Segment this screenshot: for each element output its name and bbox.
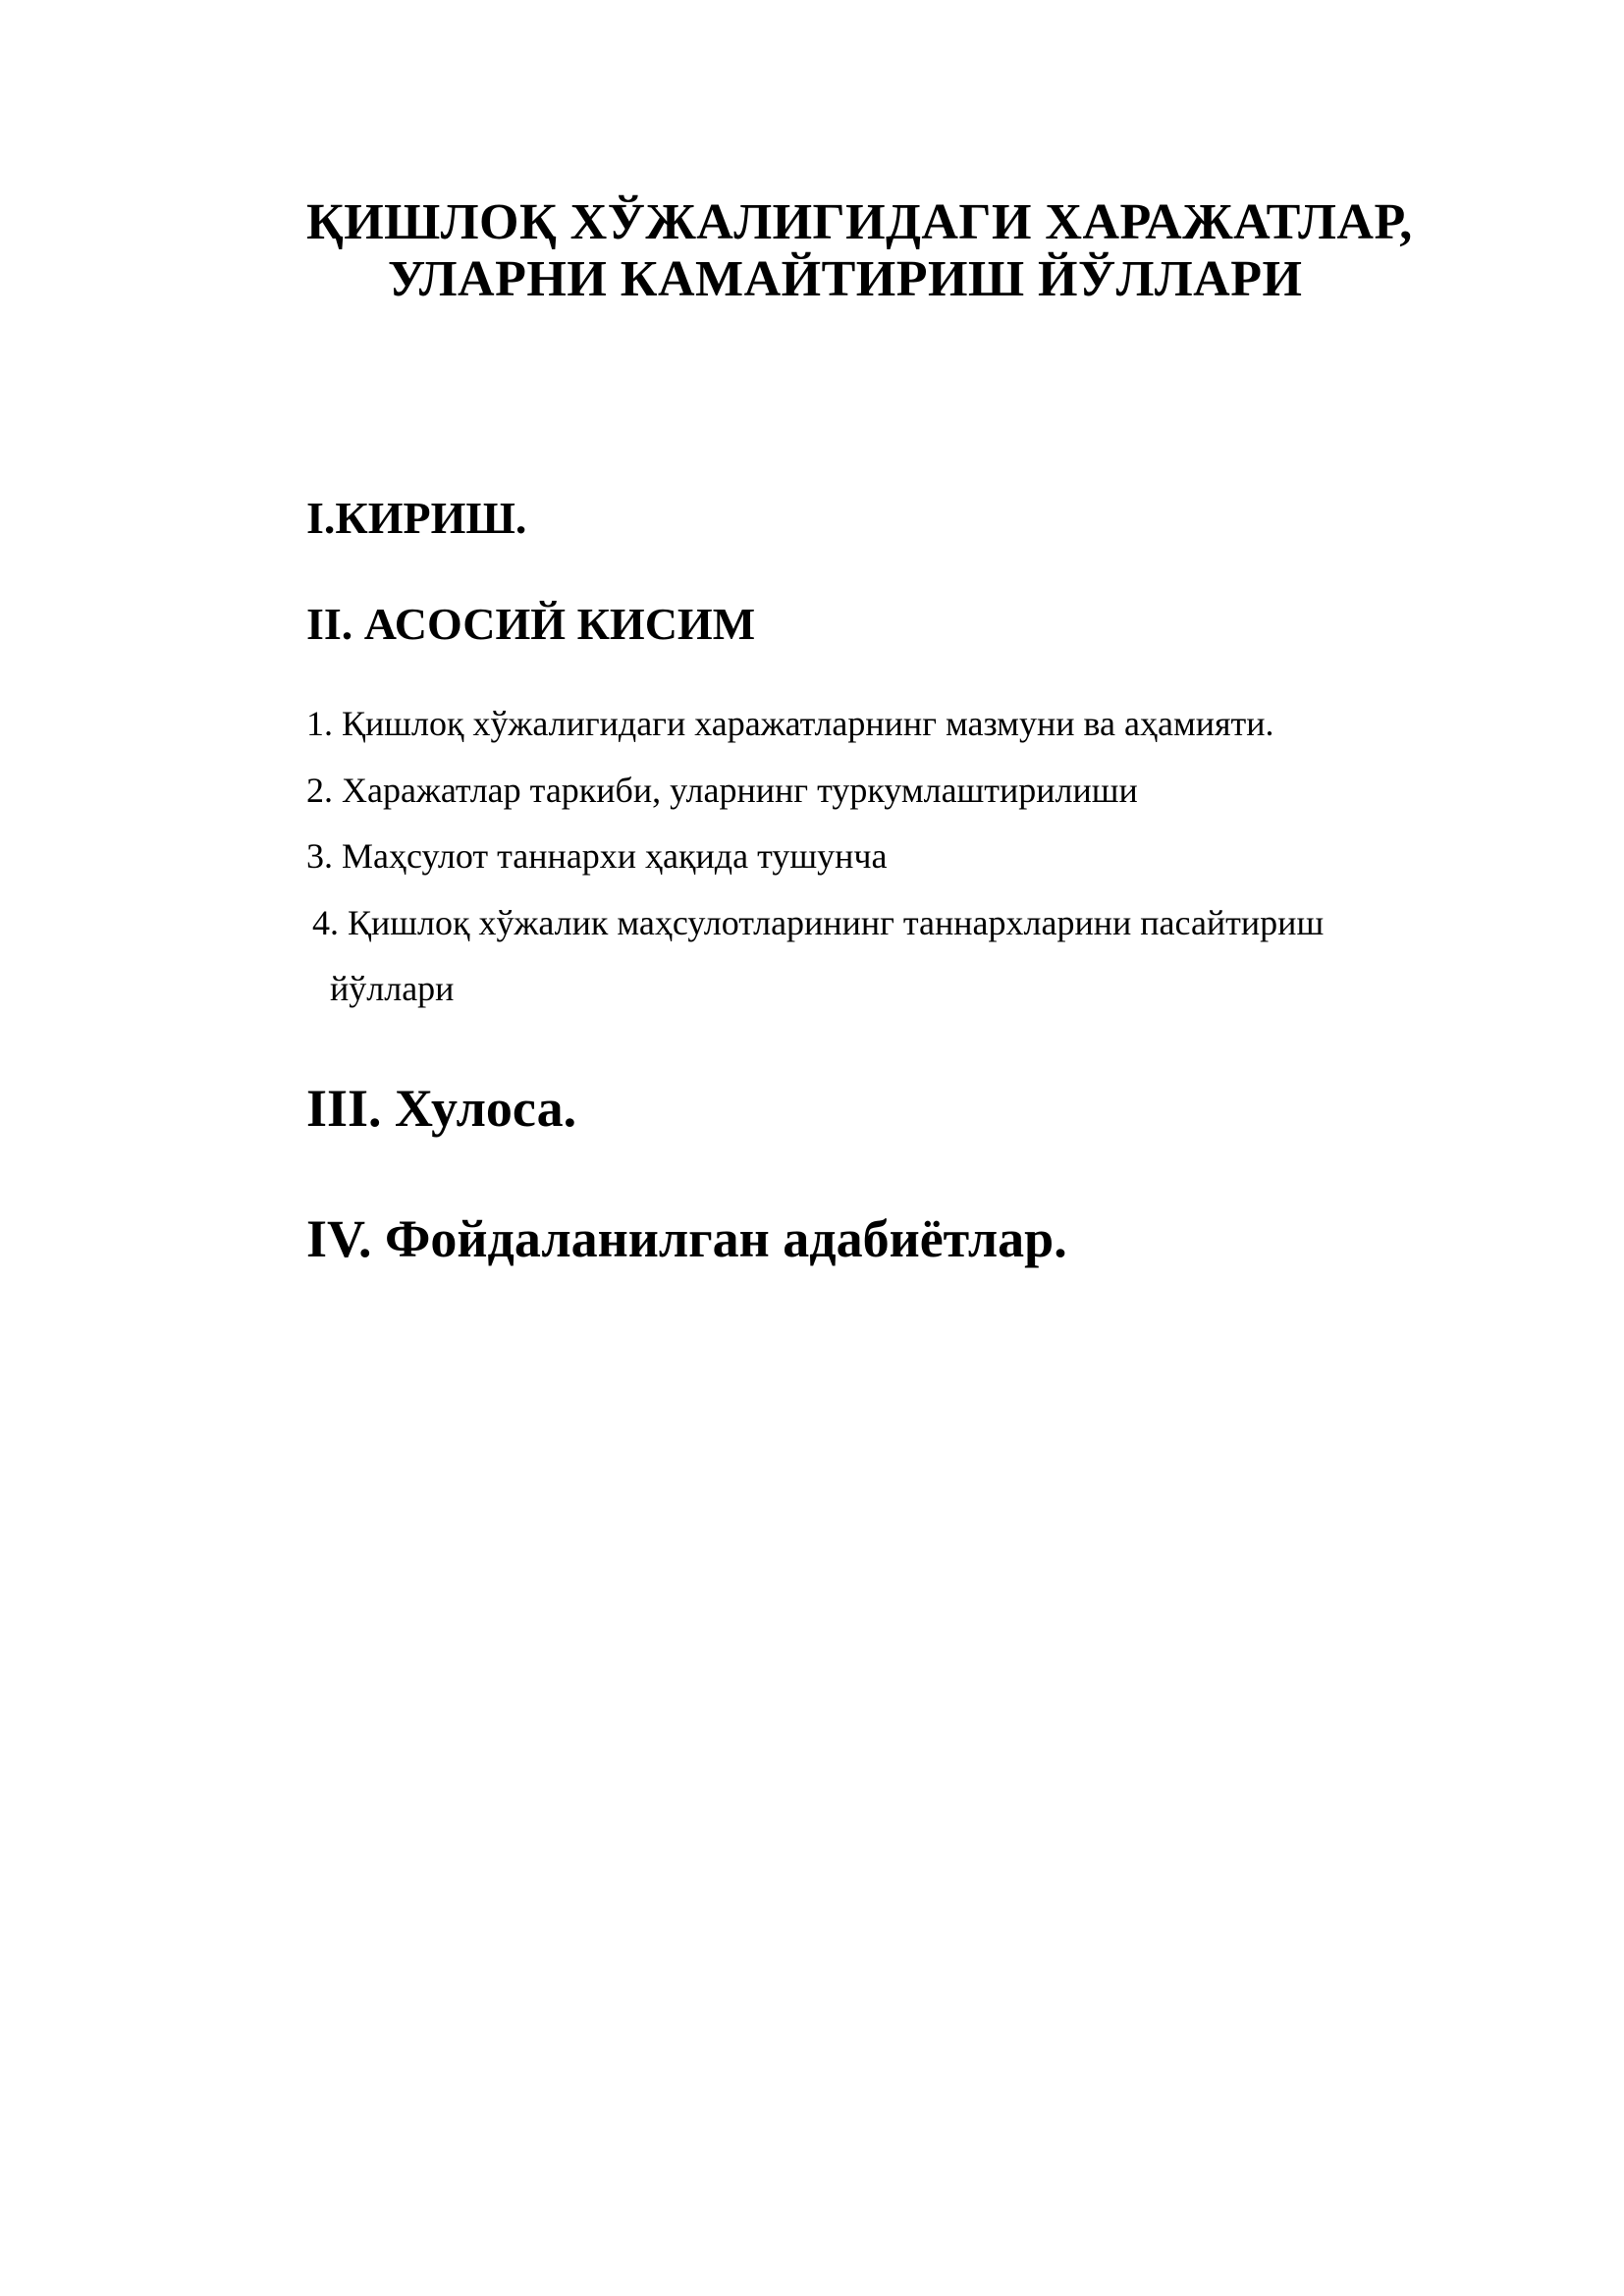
document-title-line-1: ҚИШЛОҚ ХЎЖАЛИГИДАГИ ХАРАЖАТЛАР, [306,194,1413,250]
list-item: 4. Қишлоқ хўжалик маҳсулотларининг таннархларини пасайтириш [312,903,1325,942]
list-item-continuation: йўллари [330,969,455,1008]
section-heading-conclusion: III. Хулоса. [306,1079,577,1138]
list-item: 2. Харажатлар таркиби, уларнинг туркумлаштирилиши [306,771,1138,810]
document-title-line-2: УЛАРНИ КАМАЙТИРИШ ЙЎЛЛАРИ [388,251,1303,307]
list-item: 1. Қишлоқ хўжалигидаги харажатларнинг мазмуни ва аҳамияти. [306,704,1274,743]
list-item: 3. Маҳсулот таннархи ҳақида тушунча [306,836,888,876]
section-heading-references: IV. Фойдаланилган адабиётлар. [306,1209,1067,1268]
section-heading-main: II. АСОСИЙ КИСИМ [306,599,756,649]
section-heading-intro: I.КИРИШ. [306,493,527,543]
